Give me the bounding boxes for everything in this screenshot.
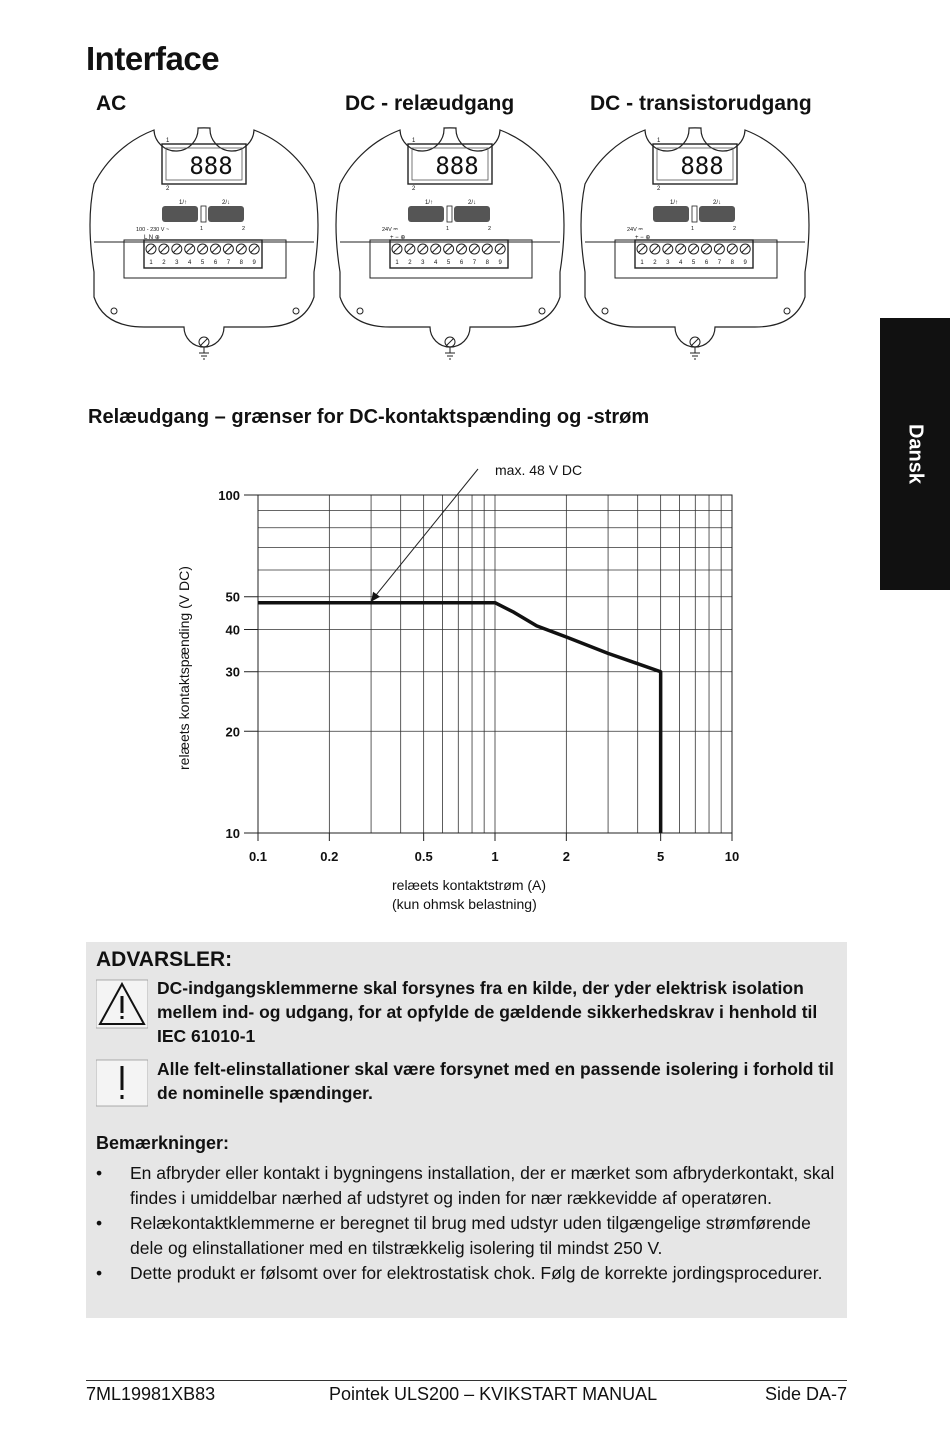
terminal-number: 9	[743, 260, 747, 266]
key-button-1	[408, 206, 444, 222]
screw-slot	[729, 246, 736, 253]
mounting-hole	[784, 308, 790, 314]
screw-slot	[484, 246, 491, 253]
notes-title: Bemærkninger:	[96, 1133, 230, 1153]
supply-polarity: + − ⊕	[390, 235, 406, 241]
annotation-arrowhead	[371, 592, 380, 602]
lcd-digits: 888	[680, 152, 724, 180]
terminal-number: 5	[200, 260, 205, 266]
display-label-2: 2	[412, 186, 416, 192]
screw-slot	[703, 246, 710, 253]
footer-doc-number: 7ML19981XB83	[86, 1384, 216, 1404]
ground-slot	[692, 339, 699, 346]
display-label-1: 1	[412, 138, 416, 144]
subtitle-dc-relay: DC - relæudgang	[345, 92, 515, 115]
screw-slot	[225, 246, 232, 253]
mounting-hole	[539, 308, 545, 314]
screw-slot	[471, 246, 478, 253]
relay-label-2: 2	[488, 226, 492, 232]
key-button-2	[454, 206, 490, 222]
footer-divider	[86, 1380, 847, 1381]
screw-slot	[445, 246, 452, 253]
relay-label-1: 1	[691, 226, 695, 232]
screw-slot	[677, 246, 684, 253]
y-tick-label: 50	[225, 589, 240, 605]
page-title: Interface	[86, 40, 220, 77]
terminal-number: 9	[498, 260, 502, 266]
terminal-number: 8	[239, 260, 243, 266]
screw-slot	[432, 246, 439, 253]
note-item	[96, 1211, 841, 1261]
supply-label: 24V ⎓	[627, 227, 643, 233]
terminal-number: 1	[149, 260, 153, 266]
mounting-hole	[111, 308, 117, 314]
section-title: Relæudgang – grænser for DC-kontaktspænding og -strøm	[88, 406, 650, 428]
y-axis-label: relæets kontaktspænding (V DC)	[176, 566, 192, 770]
key-button-1	[162, 206, 198, 222]
key-label-1: 1/↑	[179, 200, 188, 206]
screw-slot	[690, 246, 697, 253]
limit-curve	[258, 603, 661, 833]
key-label-2: 2/↓	[468, 200, 477, 206]
y-tick-label: 100	[218, 488, 240, 503]
terminal-number: 4	[188, 260, 192, 266]
exclamation-icon	[96, 1058, 148, 1106]
subtitle-ac: AC	[96, 92, 127, 115]
terminal-diagram-ac	[84, 122, 324, 367]
screw-slot	[251, 246, 258, 253]
terminal-number: 8	[730, 260, 734, 266]
terminal-number: 2	[653, 260, 657, 266]
screw-slot	[238, 246, 245, 253]
terminal-number: 7	[226, 260, 231, 266]
bullet-marker: •	[96, 1213, 103, 1233]
subtitle-dc-transistor: DC - transistorudgang	[590, 92, 812, 115]
terminal-number: 6	[459, 260, 464, 266]
note-item	[96, 1261, 841, 1311]
annotation-arrow	[373, 469, 478, 599]
display-label-2: 2	[166, 186, 170, 192]
screw-slot	[664, 246, 671, 253]
screw-slot	[160, 246, 167, 253]
warnings-title: ADVARSLER:	[96, 948, 233, 971]
display-label-1: 1	[166, 138, 170, 144]
bullet-marker: •	[96, 1163, 103, 1183]
x-axis-label-2: (kun ohmsk belastning)	[392, 896, 537, 912]
terminal-number: 1	[640, 260, 644, 266]
supply-label: 24V ⎓	[382, 227, 398, 233]
supply-label: 100 - 230 V ~	[136, 227, 170, 233]
relay-label-2: 2	[733, 226, 737, 232]
screw-slot	[651, 246, 658, 253]
terminal-number: 2	[162, 260, 166, 266]
language-tab-label: Dansk	[904, 423, 927, 485]
x-axis-label: relæets kontaktstrøm (A)	[392, 877, 547, 893]
x-tick-label: 1	[491, 849, 499, 864]
key-button-1	[653, 206, 689, 222]
screw-slot	[716, 246, 723, 253]
display-label-2: 2	[657, 186, 661, 192]
terminal-diagram-dc-relay	[330, 122, 570, 367]
screw-slot	[148, 246, 155, 253]
ground-slot	[201, 339, 208, 346]
key-label-2: 2/↓	[713, 200, 722, 206]
warning-text-1: DC-indgangsklemmerne skal forsynes fra en kilde, der yder elektrisk isolation mellem ind- og udgang, for at opfylde de gældende sikkerhedskrav i henhold til IEC 61010-1	[157, 978, 818, 1046]
note-text-3: Dette produkt er følsomt over for elektrostatisk chok. Følg de korrekte jordingsprocedurer.	[130, 1263, 823, 1283]
warning-triangle-icon	[96, 978, 148, 1026]
mounting-hole	[602, 308, 608, 314]
x-tick-label: 0.1	[248, 849, 268, 864]
terminal-number: 7	[717, 260, 722, 266]
screw-slot	[186, 246, 193, 253]
terminal-number: 3	[421, 260, 425, 266]
chart-annotation: max. 48 V DC	[495, 462, 583, 478]
y-tick-label: 20	[225, 724, 240, 740]
voltage-current-chart	[160, 455, 780, 925]
screw-slot	[742, 246, 749, 253]
terminal-number: 3	[175, 260, 179, 266]
terminal-number: 8	[485, 260, 489, 266]
key-label-1: 1/↑	[425, 200, 434, 206]
lcd-digits: 888	[435, 152, 479, 180]
terminal-number: 3	[666, 260, 670, 266]
mounting-hole	[293, 308, 299, 314]
x-tick-label: 10	[724, 849, 740, 864]
y-tick-label: 10	[225, 826, 240, 841]
y-tick-label: 40	[225, 622, 240, 638]
note-text-1: En afbryder eller kontakt i bygningens installation, der er mærket som afbryderkontakt, skal findes i umiddelbar nærhed af udstyret og inden for nær rækkevidde af operatøren.	[130, 1163, 835, 1208]
led-indicator	[447, 206, 452, 222]
terminal-number: 9	[252, 260, 256, 266]
footer-page-number: Side DA-7	[764, 1384, 847, 1404]
y-tick-label: 30	[225, 664, 240, 680]
terminal-diagram-dc-transistor	[575, 122, 815, 367]
screw-slot	[419, 246, 426, 253]
led-indicator	[201, 206, 206, 222]
relay-label-1: 1	[446, 226, 450, 232]
footer-title: Pointek ULS200 – KVIKSTART MANUAL	[329, 1384, 658, 1404]
x-tick-label: 5	[657, 849, 665, 864]
lcd-digits: 888	[189, 152, 233, 180]
key-button-2	[208, 206, 244, 222]
display-label-1: 1	[657, 138, 661, 144]
screw-slot	[199, 246, 206, 253]
bullet-marker: •	[96, 1263, 103, 1283]
ground-slot	[447, 339, 454, 346]
screw-slot	[212, 246, 219, 253]
terminal-number: 4	[679, 260, 683, 266]
terminal-number: 6	[704, 260, 709, 266]
x-tick-label: 2	[562, 849, 570, 864]
terminal-number: 1	[395, 260, 399, 266]
note-text-2: Relækontaktklemmerne er beregnet til brug med udstyr uden tilgængelige strømførende dele og elinstallationer med en tilstrækkelig isolering til mindst 250 V.	[130, 1213, 811, 1258]
key-label-1: 1/↑	[670, 200, 679, 206]
terminal-number: 6	[213, 260, 218, 266]
x-tick-label: 0.5	[414, 849, 433, 864]
terminal-number: 2	[408, 260, 412, 266]
key-label-2: 2/↓	[222, 200, 231, 206]
screw-slot	[394, 246, 401, 253]
terminal-number: 7	[472, 260, 477, 266]
supply-polarity: + − ⊕	[635, 235, 651, 241]
terminal-number: 5	[446, 260, 451, 266]
screw-slot	[639, 246, 646, 253]
language-tab	[880, 318, 950, 590]
terminal-number: 5	[691, 260, 696, 266]
warning-text-2: Alle felt-elinstallationer skal være forsynet med en passende isolering i forhold til de nominelle spændinger.	[157, 1059, 834, 1103]
supply-polarity: L N ⊕	[144, 235, 160, 241]
mounting-hole	[357, 308, 363, 314]
relay-label-1: 1	[200, 226, 204, 232]
screw-slot	[406, 246, 413, 253]
x-tick-label: 0.2	[320, 849, 339, 864]
screw-slot	[458, 246, 465, 253]
relay-label-2: 2	[242, 226, 246, 232]
note-item	[96, 1161, 841, 1211]
screw-slot	[497, 246, 504, 253]
screw-slot	[173, 246, 180, 253]
key-button-2	[699, 206, 735, 222]
terminal-number: 4	[434, 260, 438, 266]
led-indicator	[692, 206, 697, 222]
